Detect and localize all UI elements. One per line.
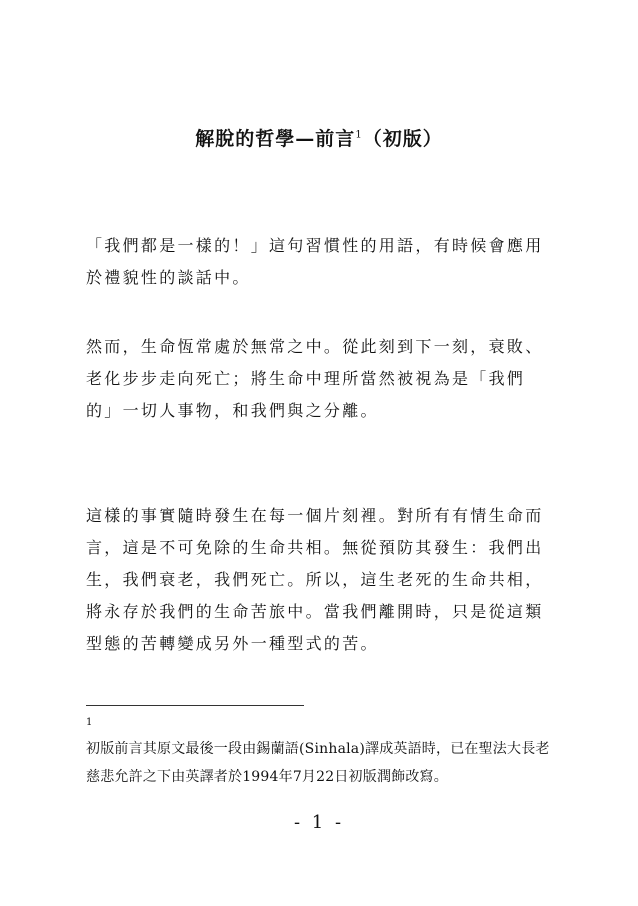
paragraph-1-block (86, 230, 552, 294)
page-number: - 1 - (293, 812, 345, 833)
footnote-divider (86, 705, 304, 706)
footnote-text: 初版前言其原文最後一段由錫蘭語(Sinhala)譯成英語時，已在聖法大長老慈悲允許之下由英譯者於1994年7月22日初版潤飾改寫。 (86, 741, 550, 785)
paragraph: 這樣的事實隨時發生在每一個片刻裡。對所有有情生命而言，這是不可免除的生命共相。無從預防其發生：我們出生，我們衰老，我們死亡。所以，這生老死的生命共相，將永存於我們的生命苦旅中。當我們離開時，只是從這類型態的苦轉變成另外一種型式的苦。 (86, 506, 544, 653)
title-suffix: （初版） (362, 128, 443, 150)
paragraph-2-block (86, 331, 552, 427)
title-text: 解脫的哲學—前言 (195, 128, 356, 150)
paragraph: 「我們都是一樣的！」這句習慣性的用語，有時候會應用於禮貌性的談話中。 (86, 236, 544, 287)
paragraph-3-block (86, 500, 552, 660)
footnote-marker: 1 (86, 717, 93, 728)
page-title (0, 124, 638, 151)
paragraph: 然而，生命恆常處於無常之中。從此刻到下一刻，衰敗、老化步步走向死亡；將生命中理所當然被視為是「我們的」一切人事物，和我們與之分離。 (86, 337, 544, 420)
title-footnote-ref[interactable]: 1 (355, 129, 363, 141)
